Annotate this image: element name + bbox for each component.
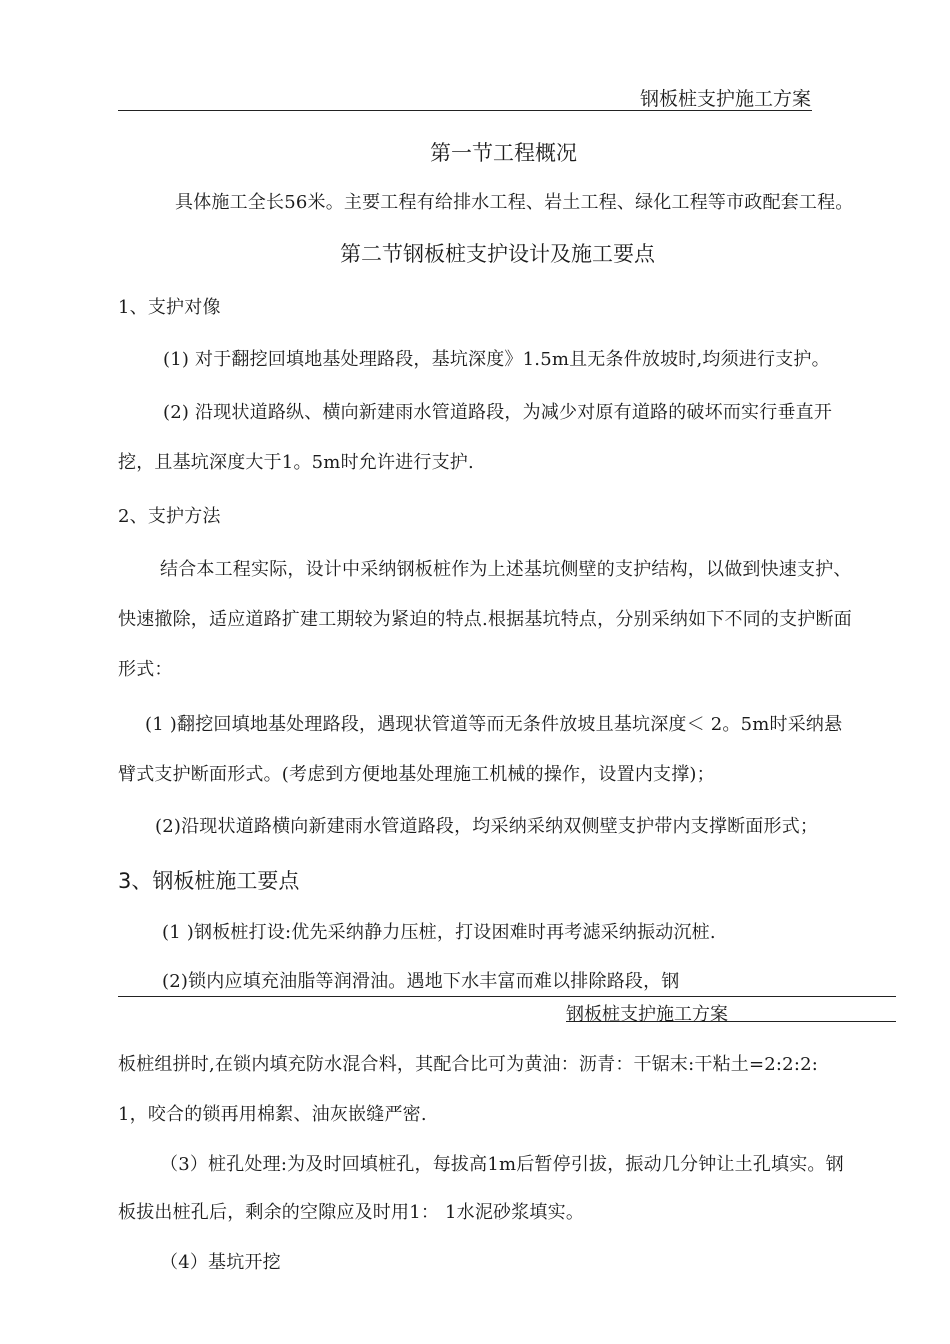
page2-line2: 1，咬合的锁再用棉絮、油灰嵌缝严密. (118, 1104, 427, 1125)
header-rule (118, 110, 812, 111)
item3-heading: 3、钢板桩施工要点 (118, 869, 300, 893)
item3-paragraph2: (2)锁内应填充油脂等润滑油。遇地下水丰富而难以排除路段，钢 (162, 971, 680, 992)
page2-header: 钢板桩支护施工方案 (566, 1004, 728, 1025)
item2-paragraph3: (2)沿现状道路横向新建雨水管道路段，均采纳采纳双侧壁支护带内支撑断面形式； (155, 816, 819, 837)
page2-line1: 板桩组拼时,在锁内填充防水混合料，其配合比可为黄油：沥青：干锯末:干粘土=2:2:2: (118, 1054, 819, 1075)
section1-body: 具体施工全长56米。主要工程有给排水工程、岩土工程、绿化工程等市政配套工程。 (175, 192, 854, 213)
item2-heading: 2、支护方法 (118, 506, 221, 527)
item1-paragraph2-line1: (2) 沿现状道路纵、横向新建雨水管道路段，为减少对原有道路的破坏而实行垂直开 (163, 402, 833, 423)
item2-paragraph1-line1: 结合本工程实际，设计中采纳钢板桩作为上述基坑侧壁的支护结构，以做到快速支护、 (160, 559, 852, 580)
item1-heading: 1、支护对像 (118, 297, 221, 318)
page2-paragraph3-line1: （3）桩孔处理:为及时回填桩孔，每拔高1m后暂停引拔，振动几分钟让土孔填实。钢 (160, 1154, 844, 1175)
item1-paragraph2-line2: 挖，且基坑深度大于1。5m时允许进行支护. (118, 452, 474, 473)
section1-title: 第一节工程概况 (430, 141, 577, 165)
item2-paragraph1-line2: 快速撤除，适应道路扩建工期较为紧迫的特点.根据基坑特点，分别采纳如下不同的支护断面 (118, 609, 852, 630)
page2-header-rule (566, 1021, 896, 1022)
page2-paragraph4: （4）基坑开挖 (160, 1252, 281, 1273)
page-header: 钢板桩支护施工方案 (640, 88, 812, 110)
page2-paragraph3-line2: 板拔出桩孔后，剩余的空隙应及时用1： 1水泥砂浆填实。 (118, 1202, 585, 1223)
page-break-rule-top (118, 996, 896, 997)
item3-paragraph1: (1 )钢板桩打设:优先采纳静力压桩，打设困难时再考滤采纳振动沉桩. (162, 922, 716, 943)
item2-paragraph2-line1: (1 )翻挖回填地基处理路段，遇现状管道等而无条件放坡且基坑深度＜ 2。5m时采纳悬 (145, 714, 843, 735)
item2-paragraph2-line2: 臂式支护断面形式。(考虑到方便地基处理施工机械的操作，设置内支撑)； (118, 764, 715, 785)
item2-paragraph1-line3: 形式： (118, 659, 173, 680)
section2-title: 第二节钢板桩支护设计及施工要点 (340, 242, 655, 266)
item1-paragraph1: (1) 对于翻挖回填地基处理路段，基坑深度》1.5m且无条件放坡时,均须进行支护。 (163, 349, 830, 370)
